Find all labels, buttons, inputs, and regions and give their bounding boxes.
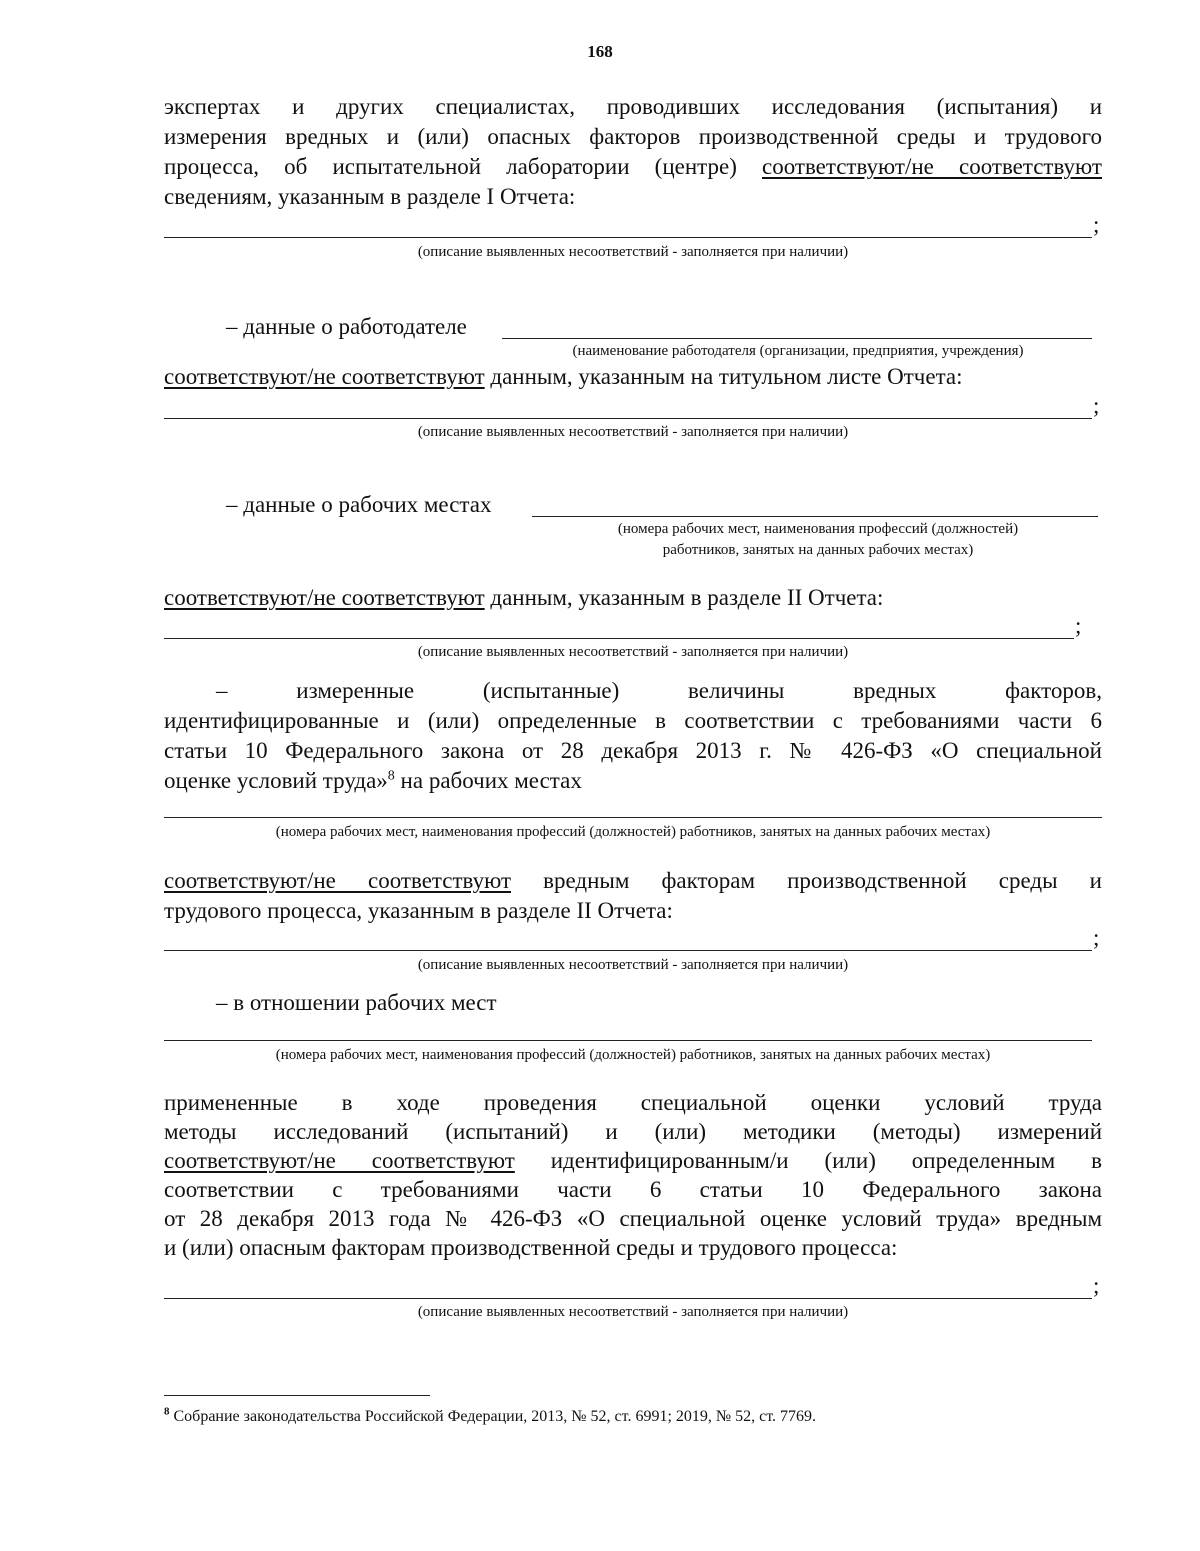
semicolon: ;	[1093, 393, 1100, 418]
workplaces-label: – данные о рабочих местах	[226, 492, 492, 517]
paragraph-line: и (или) опасным факторам производственной среды и трудового процесса:	[164, 1235, 898, 1260]
paragraph-line: соответствии с требованиями части 6 статьи 10 Федерального закона	[164, 1177, 1102, 1202]
paragraph-line: соответствуют/не соответствуют данным, указанным в разделе II Отчета:	[164, 585, 884, 610]
semicolon: ;	[1093, 925, 1100, 950]
paragraph-line: примененные в ходе проведения специальной оценки условий труда	[164, 1090, 1102, 1115]
field-caption: (номера рабочих мест, наименования профессий (должностей) работников, занятых на данных рабочих местах)	[275, 1047, 991, 1063]
fill-in-line[interactable]	[164, 817, 1102, 818]
field-caption: (номера рабочих мест, наименования профессий (должностей)	[617, 521, 1019, 537]
semicolon: ;	[1093, 212, 1100, 237]
field-caption: (описание выявленных несоответствий - заполняется при наличии)	[417, 957, 849, 973]
fill-in-line[interactable]	[164, 1040, 1092, 1041]
field-caption: (наименование работодателя (организации, предприятия, учреждения)	[572, 343, 1024, 359]
paragraph-line: оценке условий труда»$^8$ на рабочих местах	[164, 768, 582, 793]
fill-in-line[interactable]	[164, 418, 1092, 419]
paragraph-line: методы исследований (испытаний) и (или) методики (методы) измерений	[164, 1119, 1102, 1144]
footnote-reference[interactable]: 8	[387, 768, 395, 784]
footnote	[164, 1407, 816, 1427]
paragraph-line: от 28 декабря 2013 года № 426-ФЗ «О специальной оценке условий труда» вредным	[164, 1206, 1102, 1231]
fill-in-line[interactable]	[164, 950, 1092, 951]
paragraph-line: соответствуют/не соответствуют идентифицированным/и (или) определенным в	[164, 1148, 1103, 1173]
status-choice: соответствуют/не соответствуют	[164, 1148, 515, 1173]
semicolon: ;	[1093, 1273, 1100, 1298]
employer-input-line[interactable]	[502, 338, 1092, 339]
fill-in-line[interactable]	[164, 1298, 1092, 1299]
field-caption: (описание выявленных несоответствий - заполняется при наличии)	[417, 644, 849, 660]
status-choice: соответствуют/не соответствуют	[164, 585, 485, 610]
status-choice: соответствуют/не соответствуют	[164, 364, 485, 389]
footnote-text: Собрание законодательства Российской Федерации, 2013, № 52, ст. 6991; 2019, № 52, ст. 7769.	[169, 1408, 817, 1425]
field-caption: (описание выявленных несоответствий - заполняется при наличии)	[417, 1304, 849, 1320]
fill-in-line[interactable]	[164, 237, 1092, 238]
field-caption: (номера рабочих мест, наименования профессий (должностей) работников, занятых на данных рабочих местах)	[275, 824, 991, 840]
paragraph-line: соответствуют/не соответствуют вредным факторам производственной среды и	[164, 868, 1102, 893]
page-number: 168	[587, 42, 613, 61]
workplaces-input-line[interactable]	[532, 516, 1098, 517]
paragraph-line: экспертах и других специалистах, проводивших исследования (испытания) и	[164, 94, 1102, 119]
employer-label: – данные о работодателе	[226, 314, 467, 339]
fill-in-line[interactable]	[164, 638, 1074, 639]
footnote-divider	[164, 1395, 430, 1396]
status-choice: соответствуют/не соответствуют	[164, 868, 511, 893]
paragraph-line: измерения вредных и (или) опасных факторов производственной среды и трудового	[164, 124, 1102, 149]
semicolon: ;	[1075, 613, 1082, 638]
paragraph-line: трудового процесса, указанным в разделе II Отчета:	[164, 898, 673, 923]
paragraph-line: сведениям, указанным в разделе I Отчета:	[164, 184, 576, 209]
paragraph-line: идентифицированные и (или) определенные в соответствии с требованиями части 6	[164, 708, 1102, 733]
footnote-mark: 8	[164, 1405, 170, 1418]
paragraph-line: статьи 10 Федерального закона от 28 декабря 2013 г. № 426-ФЗ «О специальной	[164, 738, 1102, 763]
workplaces-relation-label: – в отношении рабочих мест	[216, 990, 497, 1015]
status-choice: соответствуют/не соответствуют	[761, 154, 1102, 179]
paragraph-line: соответствуют/не соответствуют данным, указанным на титульном листе Отчета:	[164, 364, 963, 389]
field-caption: работников, занятых на данных рабочих местах)	[662, 542, 974, 558]
paragraph-line: – измеренные (испытанные) величины вредных факторов,	[216, 678, 1102, 703]
field-caption: (описание выявленных несоответствий - заполняется при наличии)	[417, 244, 849, 260]
paragraph-line: процесса, об испытательной лаборатории (центре) соответствуют/не соответствуют	[164, 154, 1102, 179]
field-caption: (описание выявленных несоответствий - заполняется при наличии)	[417, 424, 849, 440]
